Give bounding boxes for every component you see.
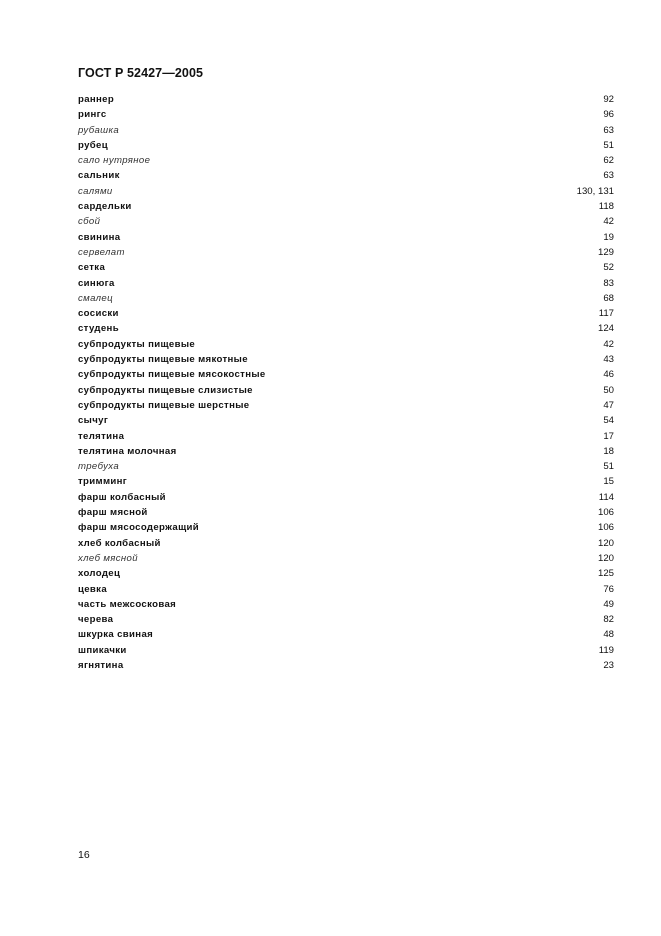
index-term: субпродукты пищевые слизистые	[78, 384, 253, 396]
index-entry	[78, 398, 614, 413]
index-entry	[78, 520, 614, 535]
index-entry	[78, 168, 614, 183]
index-page-ref: 76	[603, 583, 614, 595]
index-term: фарш мясной	[78, 507, 148, 519]
index-term: синюга	[78, 277, 115, 289]
index-term: салями	[78, 185, 113, 197]
index-page-ref: 54	[603, 415, 614, 427]
index-entry	[78, 612, 614, 627]
index-page-ref: 52	[603, 262, 614, 274]
index-page-ref: 19	[603, 231, 614, 243]
index-page-ref: 48	[603, 629, 614, 641]
index-page-ref: 23	[603, 659, 614, 671]
index-term: сычуг	[78, 415, 109, 427]
index-page-ref: 63	[603, 170, 614, 182]
index-page-ref: 42	[603, 338, 614, 350]
index-page-ref: 120	[597, 552, 614, 564]
index-term: сервелат	[78, 246, 125, 258]
index-entry	[78, 352, 614, 367]
index-entry	[78, 321, 614, 336]
index-entry	[78, 245, 614, 260]
index-term: требуха	[78, 461, 120, 473]
index-term: субпродукты пищевые	[78, 338, 196, 350]
index-term: часть межсосковая	[78, 598, 177, 610]
index-term: раннер	[78, 94, 115, 105]
index-term: субпродукты пищевые мясокостные	[78, 369, 266, 381]
index-entry	[78, 92, 614, 107]
index-entry	[78, 199, 614, 214]
index-term: рубец	[78, 139, 108, 151]
index-page-ref: 120	[597, 537, 614, 549]
index-page-ref: 18	[603, 445, 614, 457]
index-entry	[78, 429, 614, 444]
index-term: черева	[78, 614, 114, 626]
index-page-ref: 124	[597, 323, 614, 335]
index-entry	[78, 230, 614, 245]
index-page-ref: 17	[603, 430, 614, 442]
index-term: смалец	[78, 292, 113, 304]
index-term: рингс	[78, 109, 107, 121]
index-entry	[78, 459, 614, 474]
index-entry	[78, 153, 614, 168]
index-term: хлеб мясной	[78, 552, 138, 564]
index-page-ref: 130, 131	[576, 185, 614, 197]
index-term: шпикачки	[78, 644, 127, 656]
index-page-ref: 119	[598, 644, 614, 656]
index-page-ref: 106	[597, 507, 614, 519]
index-entry	[78, 276, 614, 291]
index-entry	[78, 291, 614, 306]
index-page-ref: 92	[603, 94, 614, 105]
index-page-ref: 114	[598, 491, 614, 503]
index-term: фарш колбасный	[78, 491, 166, 503]
index-page-ref: 96	[603, 109, 614, 121]
index-page-ref: 68	[603, 292, 614, 304]
index-term: шкурка свиная	[78, 629, 154, 641]
index-entry	[78, 214, 614, 229]
index-page-ref: 49	[603, 598, 614, 610]
index-entry	[78, 505, 614, 520]
index-term: сосиски	[78, 308, 119, 320]
index-term: студень	[78, 323, 119, 335]
index-page-ref: 51	[603, 139, 614, 151]
index-term: свинина	[78, 231, 121, 243]
page-number: 16	[78, 849, 90, 861]
index-entry	[78, 643, 614, 658]
index-entry	[78, 551, 614, 566]
index-entry	[78, 306, 614, 321]
index-term: холодец	[78, 568, 121, 580]
index-term: телятина молочная	[78, 445, 177, 457]
index-entry	[78, 123, 614, 138]
index-entry	[78, 582, 614, 597]
index-entry	[78, 627, 614, 642]
index-entry	[78, 597, 614, 612]
index-term: сало нутряное	[78, 155, 151, 167]
index-page-ref: 117	[598, 308, 614, 320]
document-header: ГОСТ Р 52427—2005	[78, 66, 204, 80]
index-term: сальник	[78, 170, 120, 182]
index-term: рубашка	[78, 124, 120, 136]
index-entry	[78, 184, 614, 199]
index-entry	[78, 658, 614, 673]
index-page-ref: 43	[603, 354, 614, 366]
index-page-ref: 51	[603, 461, 614, 473]
index-page-ref: 62	[603, 155, 614, 167]
index-entry	[78, 536, 614, 551]
index-entry	[78, 367, 614, 382]
index-page-ref: 50	[603, 384, 614, 396]
index-page-ref: 47	[603, 399, 614, 411]
index-term: субпродукты пищевые мякотные	[78, 354, 248, 366]
index-term: субпродукты пищевые шерстные	[78, 399, 250, 411]
index-entry	[78, 490, 614, 505]
index-page-ref: 118	[598, 201, 614, 213]
index-entry	[78, 107, 614, 122]
index-term: телятина	[78, 430, 125, 442]
index-entry	[78, 566, 614, 581]
index-page-ref: 15	[603, 476, 614, 488]
index-entry	[78, 474, 614, 489]
index-page-ref: 106	[597, 522, 614, 534]
index-entry	[78, 383, 614, 398]
index-term: сардельки	[78, 201, 132, 213]
index-term: сетка	[78, 262, 106, 274]
alphabetical-index-list	[78, 92, 614, 673]
index-page-ref: 63	[603, 124, 614, 136]
index-term: фарш мясосодержащий	[78, 522, 200, 534]
index-term: хлеб колбасный	[78, 537, 161, 549]
index-page-ref: 125	[597, 568, 614, 580]
index-entry	[78, 138, 614, 153]
index-page-ref: 82	[603, 614, 614, 626]
index-term: ягнятина	[78, 659, 124, 671]
index-term: тримминг	[78, 476, 128, 488]
index-page-ref: 46	[603, 369, 614, 381]
index-term: цевка	[78, 583, 108, 595]
index-page-ref: 83	[603, 277, 614, 289]
index-page-ref: 42	[603, 216, 614, 228]
index-page-ref: 129	[597, 246, 614, 258]
index-entry	[78, 413, 614, 428]
index-term: сбой	[78, 216, 101, 228]
index-entry	[78, 260, 614, 275]
index-entry	[78, 444, 614, 459]
index-entry	[78, 337, 614, 352]
